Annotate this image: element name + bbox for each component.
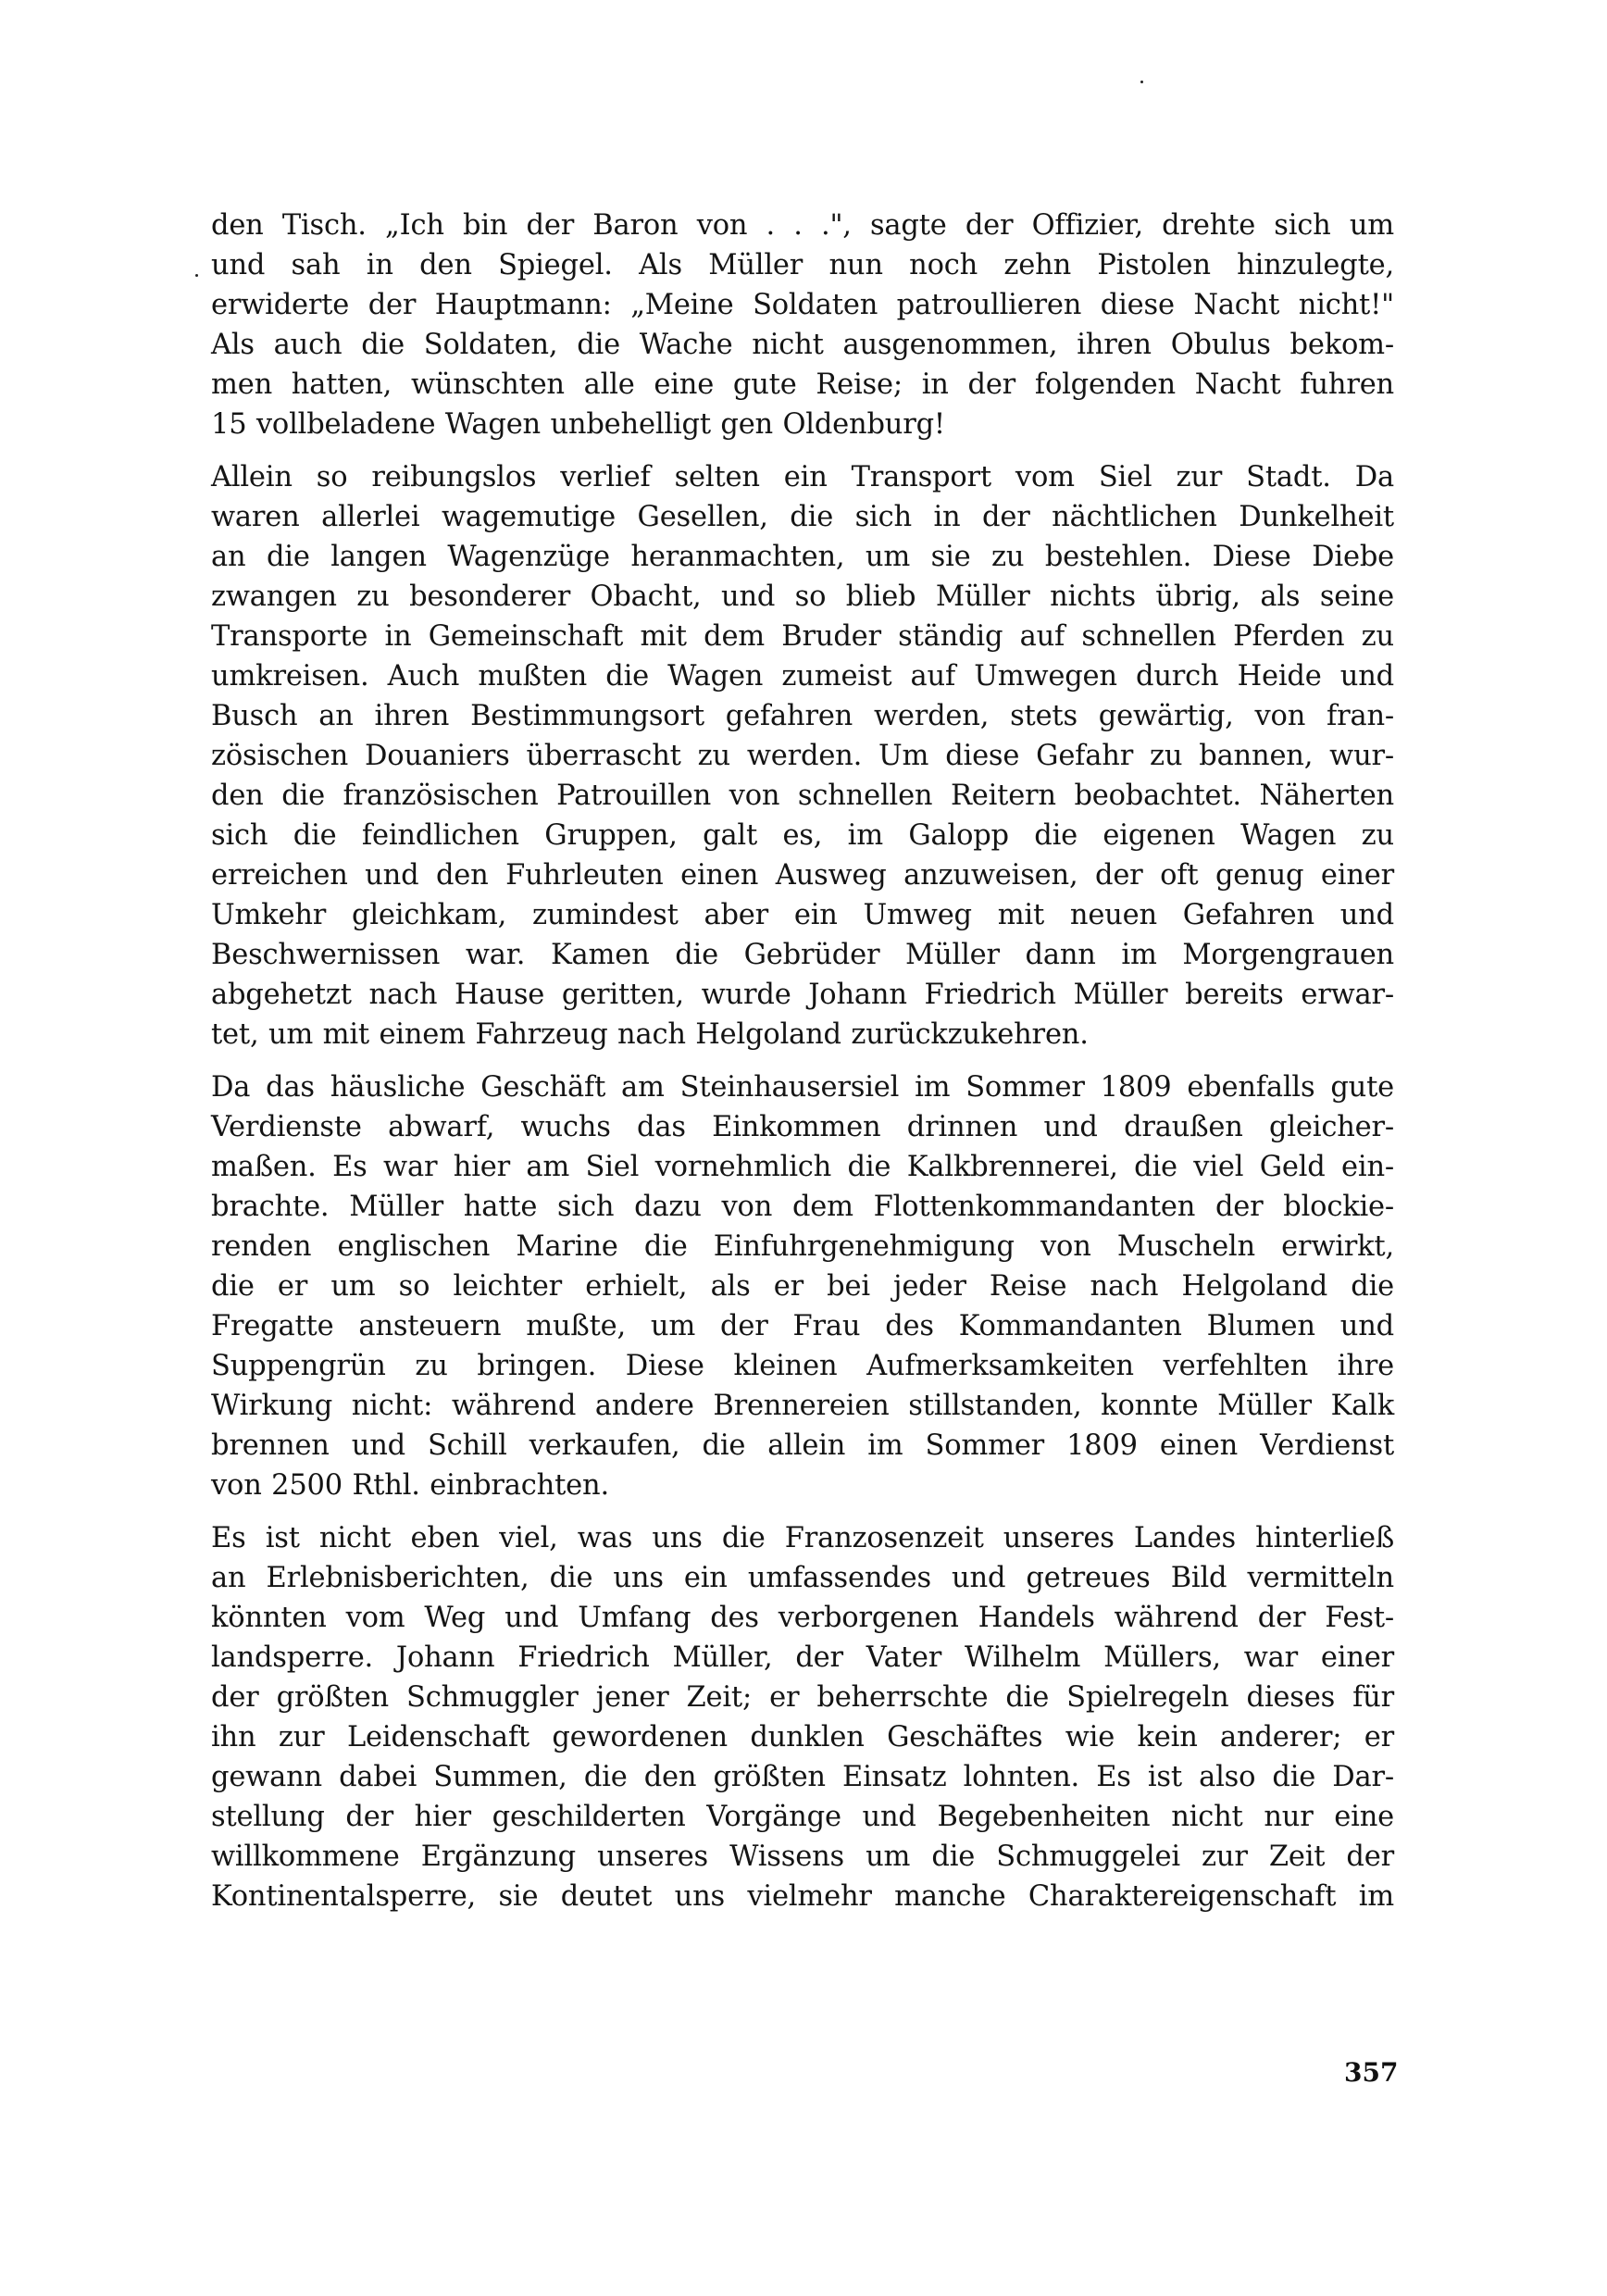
text-line: waren allerlei wagemutige Gesellen, die sich in der nächtlichen Dunkelheit	[211, 501, 1394, 533]
text-line: den Tisch. „Ich bin der Baron von . . .", sagte der Offizier, drehte sich um	[211, 209, 1394, 242]
text-line: Es ist nicht eben viel, was uns die Franzosenzeit unseres Landes hinterließ	[211, 1522, 1394, 1554]
text-line: ihn zur Leidenschaft gewordenen dunklen Geschäftes wie kein anderer; er	[211, 1721, 1394, 1753]
text-line: Verdienste abwarf, wuchs das Einkommen drinnen und draußen gleicher-	[211, 1111, 1394, 1143]
text-line: Kontinentalsperre, sie deutet uns vielmehr manche Charaktereigenschaft im	[211, 1880, 1394, 1913]
text-line: maßen. Es war hier am Siel vornehmlich die Kalkbrennerei, die viel Geld ein-	[211, 1151, 1394, 1183]
paragraph-1	[211, 206, 1394, 444]
text-line: umkreisen. Auch mußten die Wagen zumeist auf Umwegen durch Heide und	[211, 660, 1394, 693]
text-line: men hatten, wünschten alle eine gute Reise; in der folgenden Nacht fuhren	[211, 368, 1394, 401]
text-line: könnten vom Weg und Umfang des verborgenen Handels während der Fest-	[211, 1602, 1394, 1634]
body-text	[211, 206, 1394, 1929]
text-line: 15 vollbeladene Wagen unbehelligt gen Oldenburg!	[211, 408, 945, 441]
text-line: Fregatte ansteuern mußte, um der Frau des Kommandanten Blumen und	[211, 1310, 1394, 1342]
text-line: von 2500 Rthl. einbrachten.	[211, 1469, 609, 1502]
text-line: sich die feindlichen Gruppen, galt es, im Galopp die eigenen Wagen zu	[211, 819, 1394, 852]
paragraph-2	[211, 457, 1394, 1054]
page-number: 357	[1344, 2057, 1399, 2088]
text-line: Da das häusliche Geschäft am Steinhausersiel im Sommer 1809 ebenfalls gute	[211, 1071, 1394, 1104]
paragraph-4	[211, 1518, 1394, 1916]
text-line: Busch an ihren Bestimmungsort gefahren werden, stets gewärtig, von fran-	[211, 700, 1394, 732]
text-line: Wirkung nicht: während andere Brennereien stillstanden, konnte Müller Kalk	[211, 1390, 1394, 1422]
text-line: erreichen und den Fuhrleuten einen Ausweg anzuweisen, der oft genug einer	[211, 859, 1394, 892]
text-line: landsperre. Johann Friedrich Müller, der Vater Wilhelm Müllers, war einer	[211, 1641, 1394, 1674]
text-line: Beschwernissen war. Kamen die Gebrüder Müller dann im Morgengrauen	[211, 939, 1394, 971]
text-line: brennen und Schill verkaufen, die allein im Sommer 1809 einen Verdienst	[211, 1429, 1394, 1462]
text-line: Allein so reibungslos verlief selten ein Transport vom Siel zur Stadt. Da	[211, 461, 1394, 493]
text-line: brachte. Müller hatte sich dazu von dem Flottenkommandanten der blockie-	[211, 1191, 1394, 1223]
paragraph-3	[211, 1067, 1394, 1505]
text-line: Transporte in Gemeinschaft mit dem Bruder ständig auf schnellen Pferden zu	[211, 620, 1394, 653]
text-line: die er um so leichter erhielt, als er bei jeder Reise nach Helgoland die	[211, 1270, 1394, 1303]
text-line: erwiderte der Hauptmann: „Meine Soldaten patroullieren diese Nacht nicht!"	[211, 289, 1394, 321]
text-line: Suppengrün zu bringen. Diese kleinen Aufmerksamkeiten verfehlten ihre	[211, 1350, 1394, 1382]
text-line: den die französischen Patrouillen von schnellen Reitern beobachtet. Näherten	[211, 780, 1394, 812]
scan-speck	[195, 274, 198, 277]
text-line: der größten Schmuggler jener Zeit; er beherrschte die Spielregeln dieses für	[211, 1681, 1394, 1714]
text-line: Als auch die Soldaten, die Wache nicht ausgenommen, ihren Obulus bekom-	[211, 329, 1394, 361]
text-line: Umkehr gleichkam, zumindest aber ein Umweg mit neuen Gefahren und	[211, 899, 1394, 931]
text-line: renden englischen Marine die Einfuhrgenehmigung von Muscheln erwirkt,	[211, 1230, 1394, 1263]
text-line: an die langen Wagenzüge heranmachten, um sie zu bestehlen. Diese Diebe	[211, 541, 1394, 573]
text-line: und sah in den Spiegel. Als Müller nun noch zehn Pistolen hinzulegte,	[211, 249, 1394, 281]
text-line: abgehetzt nach Hause geritten, wurde Johann Friedrich Müller bereits erwar-	[211, 979, 1394, 1011]
text-line: zösischen Douaniers überrascht zu werden. Um diese Gefahr zu bannen, wur-	[211, 740, 1394, 772]
text-line: zwangen zu besonderer Obacht, und so blieb Müller nichts übrig, als seine	[211, 580, 1394, 613]
scan-speck	[1140, 81, 1143, 83]
text-line: tet, um mit einem Fahrzeug nach Helgoland zurückzukehren.	[211, 1018, 1089, 1051]
text-line: an Erlebnisberichten, die uns ein umfassendes und getreues Bild vermitteln	[211, 1562, 1394, 1594]
text-line: gewann dabei Summen, die den größten Einsatz lohnten. Es ist also die Dar-	[211, 1761, 1394, 1793]
text-line: stellung der hier geschilderten Vorgänge und Begebenheiten nicht nur eine	[211, 1801, 1394, 1833]
text-line: willkommene Ergänzung unseres Wissens um die Schmuggelei zur Zeit der	[211, 1841, 1394, 1873]
